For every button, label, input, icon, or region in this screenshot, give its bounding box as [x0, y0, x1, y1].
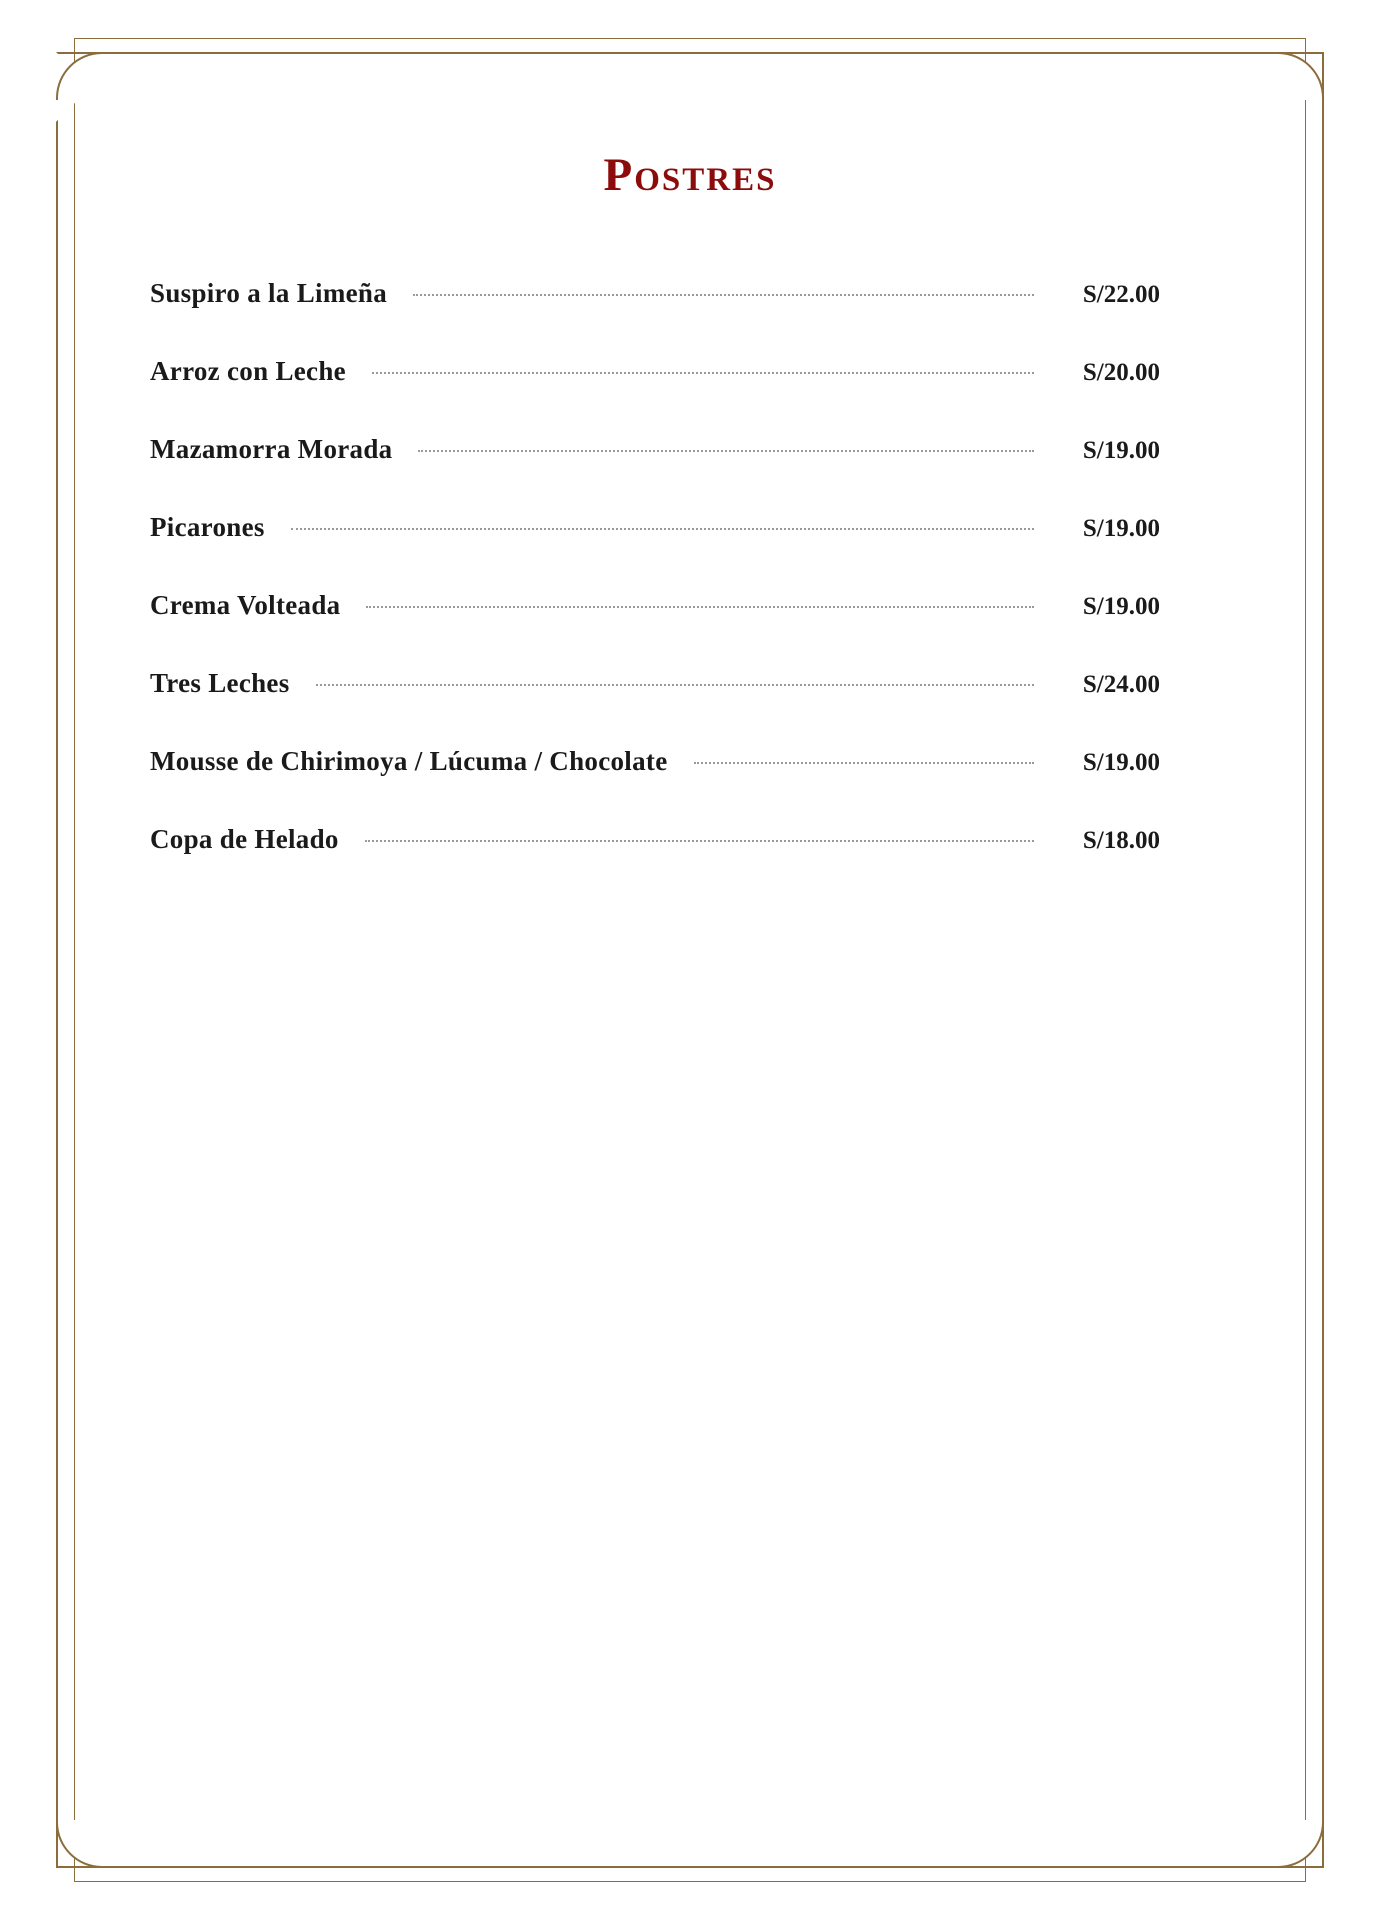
dot-leader	[372, 372, 1034, 374]
menu-item-price: S/18.00	[1082, 827, 1160, 854]
menu-item-price: S/19.00	[1082, 515, 1160, 542]
menu-item-price: S/19.00	[1082, 437, 1160, 464]
dot-leader	[316, 684, 1034, 686]
menu-item-row	[150, 590, 1160, 621]
menu-item-row	[150, 668, 1160, 699]
menu-item-name: Crema Volteada	[150, 590, 341, 620]
dot-leader	[291, 528, 1034, 530]
menu-item-price: S/19.00	[1082, 593, 1160, 620]
menu-item-name: Picarones	[150, 512, 265, 542]
menu-item-price: S/20.00	[1082, 359, 1160, 386]
menu-item-row	[150, 746, 1160, 777]
menu-item-row	[150, 824, 1160, 855]
menu-items-list	[150, 278, 1230, 855]
menu-item-name: Suspiro a la Limeña	[150, 278, 388, 308]
dot-leader	[418, 450, 1034, 452]
dot-leader	[365, 840, 1034, 842]
menu-item-row	[150, 434, 1160, 465]
menu-item-price: S/22.00	[1082, 281, 1160, 308]
menu-content	[150, 120, 1230, 902]
menu-item-name: Mazamorra Morada	[150, 434, 393, 464]
menu-item-name: Arroz con Leche	[150, 356, 346, 386]
dot-leader	[366, 606, 1034, 608]
menu-item-price: S/19.00	[1082, 749, 1160, 776]
menu-item-name: Tres Leches	[150, 668, 290, 698]
menu-item-row	[150, 356, 1160, 387]
menu-item-row	[150, 512, 1160, 543]
menu-item-name: Copa de Helado	[150, 824, 339, 854]
menu-item-price: S/24.00	[1082, 671, 1160, 698]
page-title: Postres	[603, 149, 777, 201]
dot-leader	[694, 762, 1035, 764]
dot-leader	[413, 294, 1034, 296]
menu-item-name: Mousse de Chirimoya / Lúcuma / Chocolate	[150, 746, 668, 776]
menu-item-row	[150, 278, 1160, 309]
